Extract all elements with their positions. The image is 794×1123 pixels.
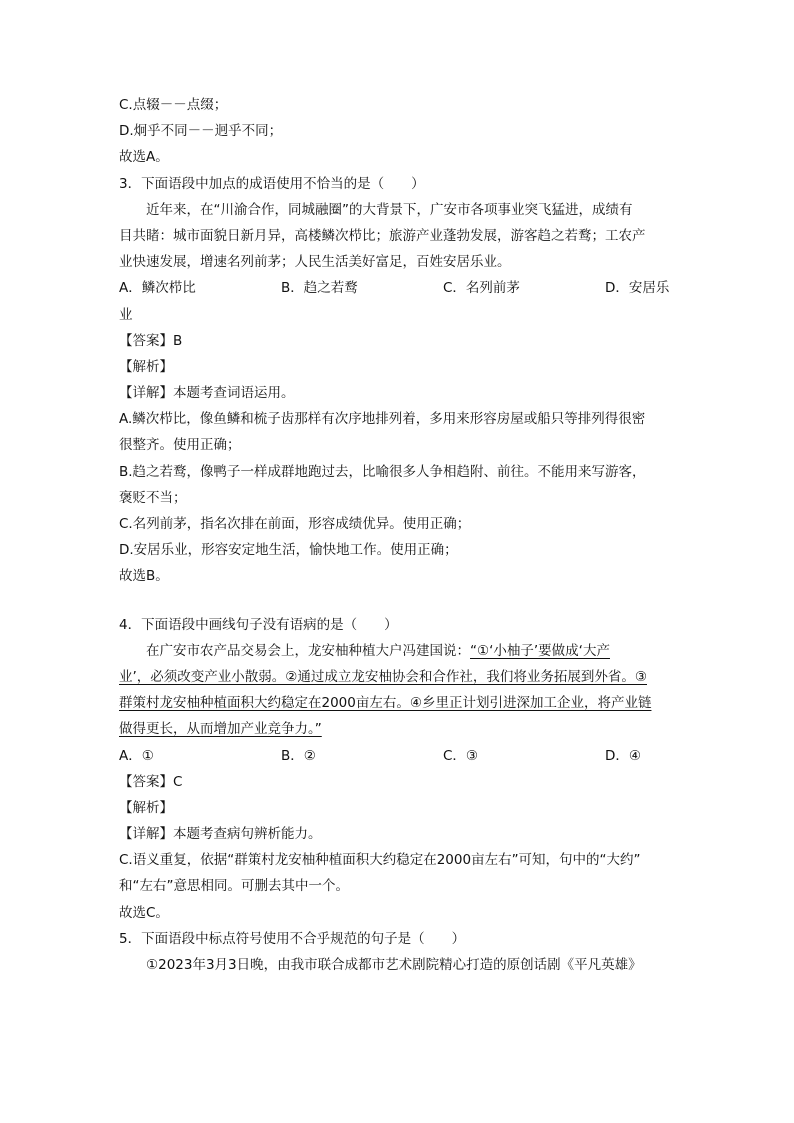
q4-underlined-text: 业’，必须改变产业小散弱。②通过成立龙安柚协会和合作社，我们将业务拓展到外省。③	[119, 668, 647, 685]
q4-option-c: C．③	[443, 747, 479, 764]
q5-stem: 5．下面语段中标点符号使用不合乎规范的句子是（ ）	[119, 930, 466, 947]
q4-passage-line	[119, 664, 675, 690]
q3-option-d: D．安居乐	[605, 280, 670, 297]
q4-passage-line	[119, 638, 675, 664]
q3-note: C.名列前茅，指名次排在前面，形容成绩优异。使用正确；	[119, 516, 471, 532]
prev-option-d: D.炯乎不同－－迥乎不同；	[119, 123, 283, 140]
prev-answer: 故选A。	[119, 149, 169, 166]
q4-analysis-label: 【解析】	[119, 799, 173, 816]
prev-option-c: C.点辍－－点缀；	[119, 97, 228, 113]
q3-note: 很整齐。使用正确；	[119, 437, 241, 454]
document-page	[119, 92, 675, 978]
q4-underlined-text: “①‘小柚子’要做成‘大产	[470, 642, 610, 659]
q3-option-c: C．名列前茅	[443, 280, 520, 297]
q3-stem: 3．下面语段中加点的成语使用不恰当的是（ ）	[119, 175, 425, 192]
q4-detail: 【详解】本题考查病句辨析能力。	[119, 826, 322, 843]
q4-note: C.语义重复，依据“群策村龙安柚种植面积大约稳定在2000亩左右”可知，句中的“大约”	[119, 852, 641, 869]
q4-stem: 4．下面语段中画线句子没有语病的是（ ）	[119, 616, 398, 633]
q3-note: D.安居乐业，形容安定地生活，愉快地工作。使用正确；	[119, 542, 458, 559]
q3-option-wrap: 业	[119, 306, 133, 323]
q4-underlined-text: 群策村龙安柚种植面积大约稳定在2000亩左右。④乡里正计划引进深加工企业，将产业链	[119, 695, 652, 712]
q4-note: 和“左右”意思相同。可删去其中一个。	[119, 878, 349, 895]
q3-passage-line: 近年来，在“川渝合作，同城融圈”的大背景下，广安市各项事业突飞猛进，成绩有	[146, 201, 633, 218]
q5-passage-line: ①2023年3月3日晚，由我市联合成都市艺术剧院精心打造的原创话剧《平凡英雄》	[146, 957, 642, 973]
q4-underlined-text: 做得更长，从而增加产业竞争力。”	[119, 721, 322, 738]
q4-conclusion: 故选C。	[119, 904, 169, 921]
q3-conclusion: 故选B。	[119, 568, 169, 585]
q3-answer: 【答案】B	[119, 332, 183, 349]
q3-analysis-label: 【解析】	[119, 358, 173, 375]
q4-options	[119, 743, 675, 769]
q3-options	[119, 275, 675, 301]
q4-answer: 【答案】C	[119, 773, 183, 790]
spacer	[119, 590, 675, 612]
q3-passage-line: 业快速发展，增速名列前茅；人民生活美好富足，百姓安居乐业。	[119, 254, 511, 271]
q4-option-a: A．①	[119, 747, 154, 764]
q4-option-d: D．④	[605, 747, 641, 764]
q3-option-a: A．鳞次栉比	[119, 280, 196, 297]
q4-passage-line	[119, 716, 675, 742]
q3-note: A.鳞次栉比，像鱼鳞和梳子齿那样有次序地排列着，多用来形容房屋或船只等排列得很密	[119, 411, 646, 428]
q3-detail: 【详解】本题考查词语运用。	[119, 385, 295, 402]
q3-option-b: B．趋之若鹜	[281, 280, 358, 297]
q4-passage-plain: 在广安市农产品交易会上，龙安柚种植大户冯建国说：	[146, 642, 470, 659]
q3-passage-line: 目共睹：城市面貌日新月异，高楼鳞次栉比；旅游产业蓬勃发展，游客趋之若鹜；工农产	[119, 227, 646, 244]
q3-note: 褒贬不当；	[119, 489, 187, 506]
q4-passage-line	[119, 690, 675, 716]
q3-note: B.趋之若鹜，像鸭子一样成群地跑过去，比喻很多人争相趋附、前往。不能用来写游客，	[119, 463, 646, 480]
q4-option-b: B．②	[281, 747, 316, 764]
